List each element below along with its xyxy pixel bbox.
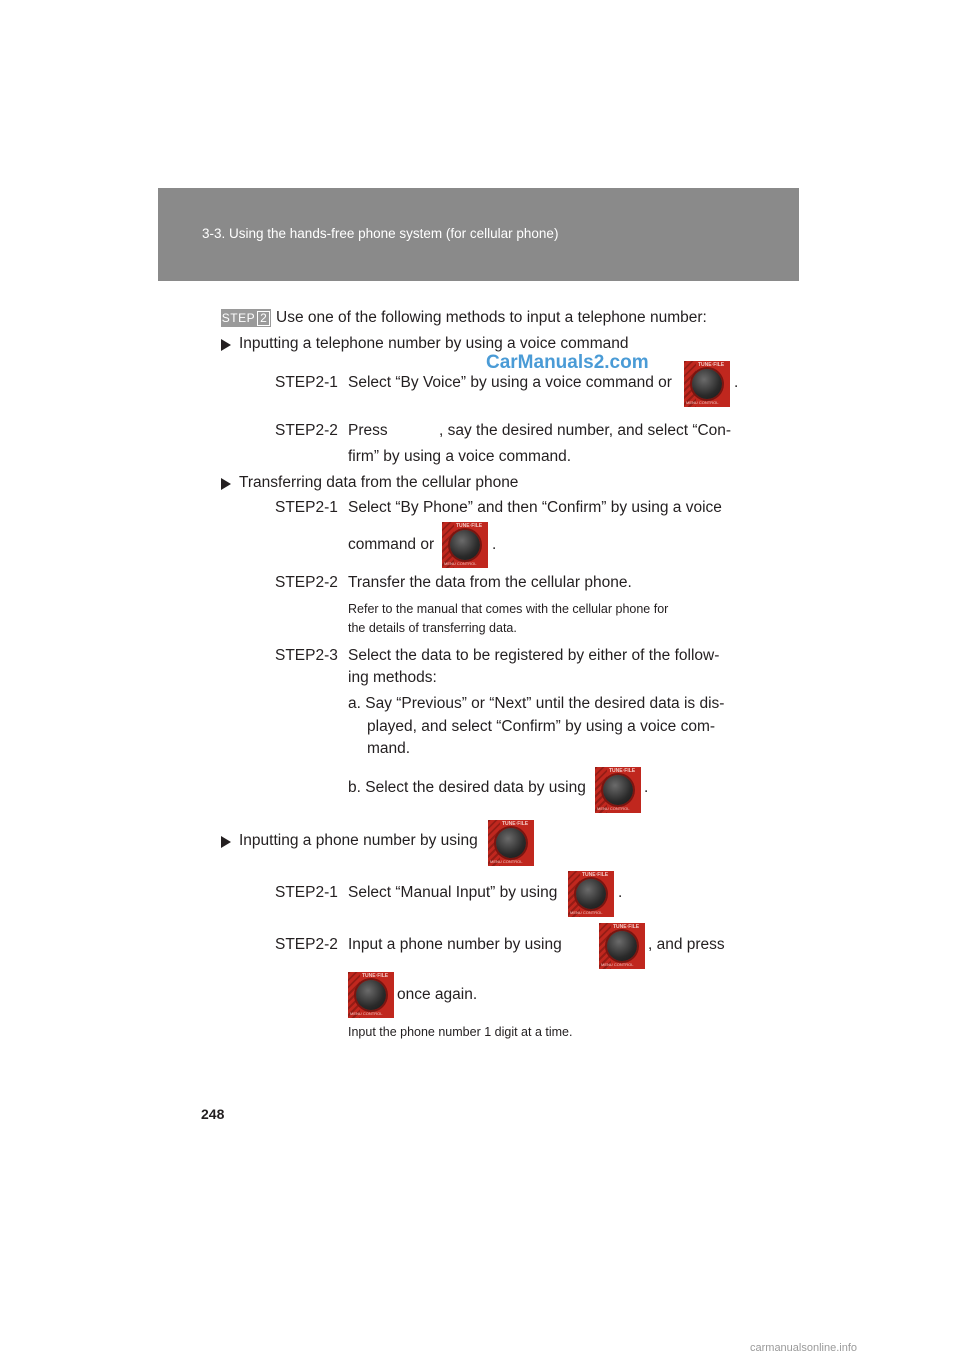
period: . — [734, 374, 739, 391]
manual-section-title: Inputting a phone number by using — [239, 832, 478, 849]
transfer-step1-text-a: Select “By Phone” and then “Confirm” by using a voice — [348, 499, 722, 516]
manual-step2-text-c: once again. — [397, 986, 478, 1003]
transfer-step1-text-b: command or — [348, 536, 435, 553]
manual-step1-label: STEP2-1 — [275, 884, 338, 901]
page-number: 248 — [201, 1106, 225, 1122]
watermark: CarManuals2.com — [486, 352, 649, 373]
voice-section-title: Inputting a telephone number by using a voice command — [239, 335, 629, 352]
tune-file-knob-icon: TUNE·FILE MENU CONTROL — [568, 871, 614, 917]
transfer-step2-text: Transfer the data from the cellular phone. — [348, 574, 632, 591]
step-2-badge — [221, 309, 271, 327]
period: . — [492, 536, 497, 553]
transfer-step1-label: STEP2-1 — [275, 499, 338, 516]
tune-file-knob-icon: TUNE·FILE MENU CONTROL — [488, 820, 534, 866]
section-title: 3-3. Using the hands-free phone system (for cellular phone) — [202, 226, 559, 241]
transfer-step2-note-b: the details of transferring data. — [348, 621, 517, 635]
transfer-step2-note-a: Refer to the manual that comes with the cellular phone for — [348, 602, 669, 616]
footer-watermark: carmanualsonline.info — [750, 1342, 858, 1354]
transfer-step3-label: STEP2-3 — [275, 647, 338, 664]
manual-step2-text-b: , and press — [648, 936, 725, 953]
step-badge-number: 2 — [257, 311, 270, 326]
voice-step1-text: Select “By Voice” by using a voice command or — [348, 374, 672, 391]
manual-step2-label: STEP2-2 — [275, 936, 338, 953]
voice-step2-text-b: , say the desired number, and select “Con- — [439, 422, 732, 439]
bullet-arrow-icon — [221, 478, 231, 490]
intro-text: Use one of the following methods to input a telephone number: — [276, 309, 707, 326]
tune-file-knob-icon: TUNE·FILE MENU CONTROL — [348, 972, 394, 1018]
transfer-step3-text-a: Select the data to be registered by either of the follow- — [348, 647, 720, 664]
step-badge-word: STEP — [221, 311, 256, 325]
bullet-arrow-icon — [221, 836, 231, 848]
option-b-text: b. Select the desired data by using — [348, 779, 586, 796]
transfer-step3-text-b: ing methods: — [348, 669, 437, 686]
transfer-section-title: Transferring data from the cellular phone — [239, 474, 519, 491]
voice-step2-text-c: firm” by using a voice command. — [348, 448, 572, 465]
voice-step2-label: STEP2-2 — [275, 422, 338, 439]
tune-file-knob-icon: TUNE·FILE MENU CONTROL — [684, 361, 730, 407]
tune-file-knob-icon: TUNE·FILE MENU CONTROL — [595, 767, 641, 813]
option-a-line1: a. Say “Previous” or “Next” until the desired data is dis- — [348, 695, 725, 712]
manual-step1-text: Select “Manual Input” by using — [348, 884, 558, 901]
manual-step2-text-a: Input a phone number by using — [348, 936, 562, 953]
voice-step2-text-a: Press — [348, 422, 388, 439]
option-a-line2: played, and select “Confirm” by using a voice com- — [367, 718, 716, 735]
option-a-line3: mand. — [367, 740, 411, 757]
bullet-arrow-icon — [221, 339, 231, 351]
period: . — [644, 779, 649, 796]
transfer-step2-label: STEP2-2 — [275, 574, 338, 591]
manual-step2-note: Input the phone number 1 digit at a time. — [348, 1025, 573, 1039]
period: . — [618, 884, 623, 901]
voice-step1-label: STEP2-1 — [275, 374, 338, 391]
tune-file-knob-icon: TUNE·FILE MENU CONTROL — [599, 923, 645, 969]
section-header-bar — [158, 188, 799, 281]
tune-file-knob-icon: TUNE·FILE MENU CONTROL — [442, 522, 488, 568]
